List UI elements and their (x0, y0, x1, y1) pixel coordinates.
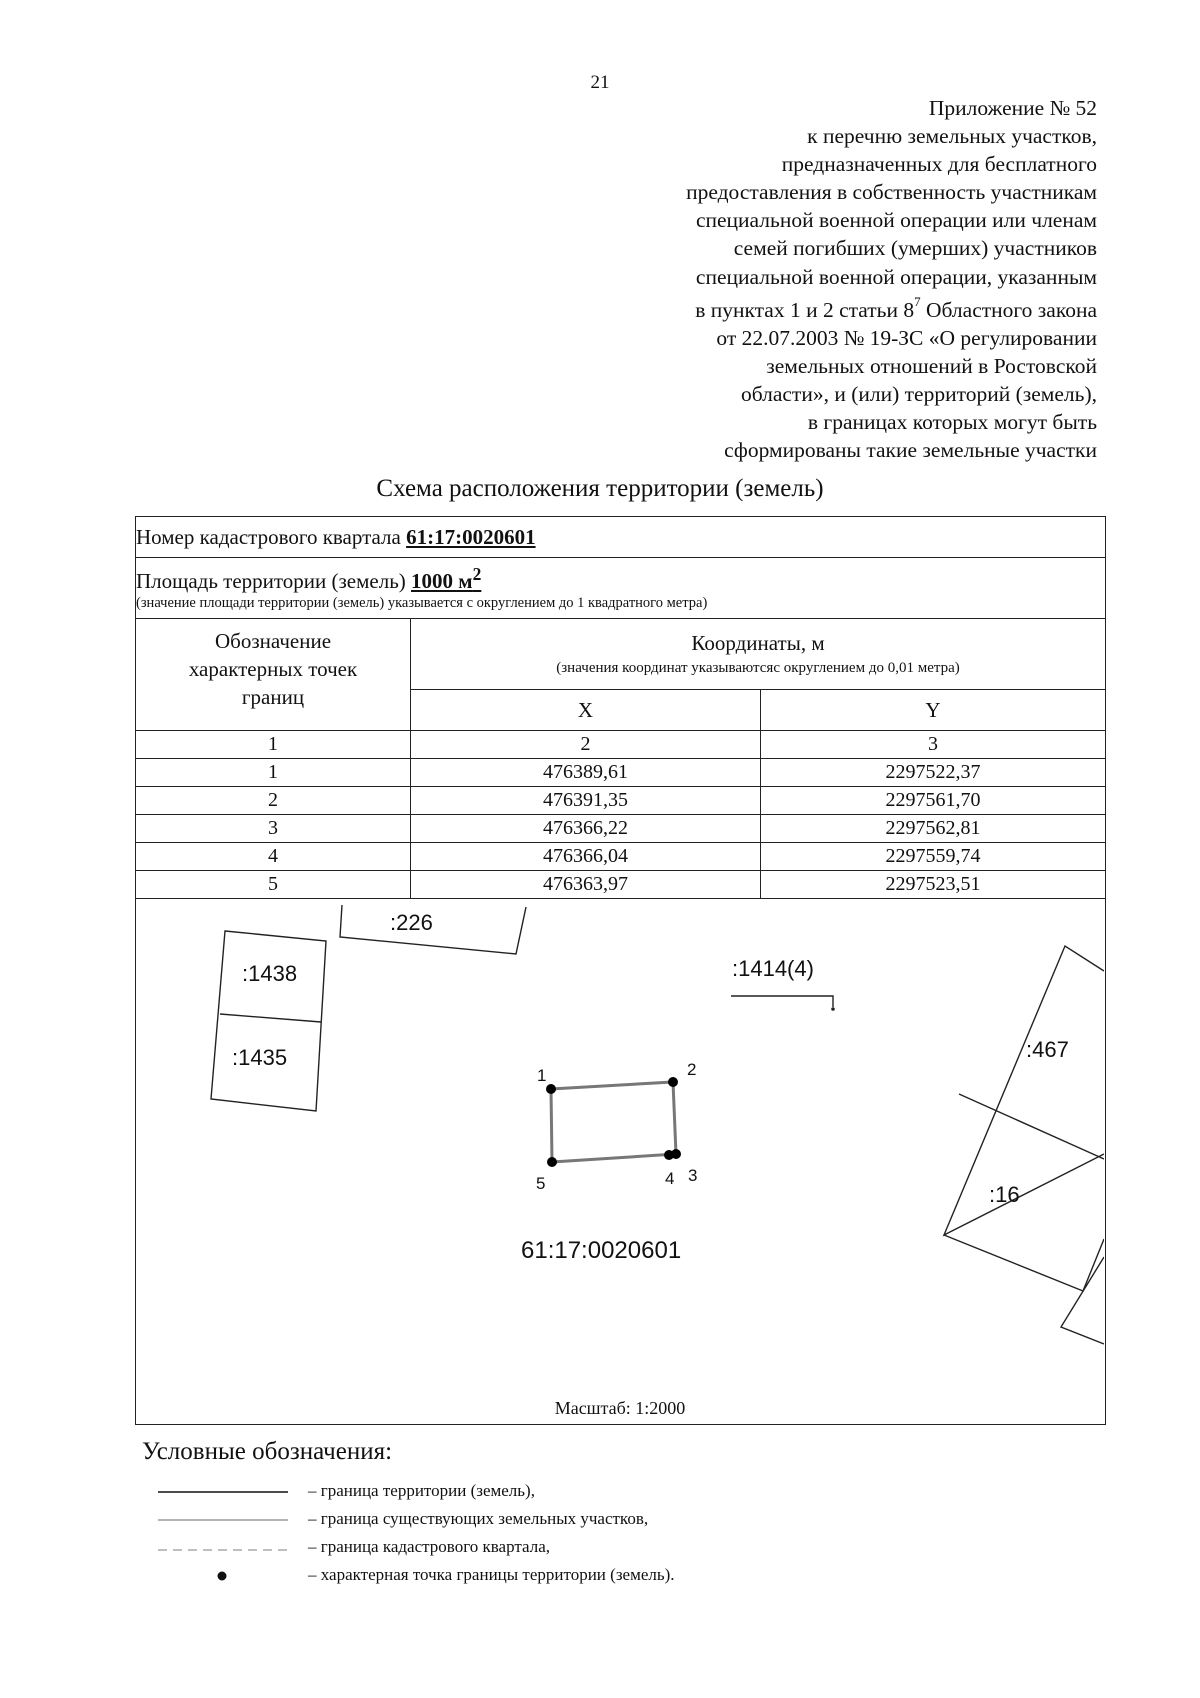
scale-label: Масштаб: 1:2000 (554, 1398, 686, 1418)
coord-y: 2297562,81 (761, 815, 1106, 843)
point-label-2: 2 (687, 1060, 697, 1079)
parcel-label-226: :226 (390, 910, 433, 935)
appendix-line: области», и (или) территорий (земель), (740, 382, 1097, 407)
point-number: 1 (136, 759, 411, 787)
boundary-point-2 (668, 1077, 678, 1087)
appendix-line: в границах которых могут быть (807, 410, 1097, 435)
column-number: 1 (136, 731, 411, 759)
legend-title: Условные обозначения: (142, 1438, 393, 1465)
coord-y: 2297522,37 (761, 759, 1106, 787)
map-row (136, 899, 1106, 1425)
appendix-line: предоставления в собственность участникам (686, 180, 1097, 205)
appendix-line-law-start: в пунктах 1 и 2 статьи 8 (695, 297, 915, 322)
coords-header-title: Координаты, м (691, 631, 825, 655)
quarter-label: 61:17:0020601 (521, 1237, 682, 1264)
appendix-line-law (537, 291, 1097, 324)
boundary-point-5 (547, 1157, 557, 1167)
area-cell (136, 558, 1106, 619)
coord-x: 476391,35 (411, 787, 761, 815)
points-header-line: характерных точек (188, 657, 358, 681)
legend-text: – характерная точка границы территории (земель). (308, 1565, 675, 1584)
point-number: 4 (136, 843, 411, 871)
appendix-line: Приложение № 52 (928, 96, 1097, 120)
legend-text: – граница территории (земель), (308, 1481, 535, 1500)
legend-item (158, 1534, 958, 1562)
area-note: (значение площади территории (земель) указывается с округлением до 1 квадратного метра) (136, 595, 708, 611)
column-numbers-row (136, 731, 1106, 759)
point-label-3: 3 (688, 1166, 698, 1185)
appendix-line: специальной военной операции, указанным (695, 264, 1097, 289)
parcel-467-16-divider (959, 1094, 1104, 1159)
coords-header-row (136, 619, 1106, 690)
scheme-title: Схема расположения территории (земель) (376, 475, 824, 502)
points-header-line: Обозначение (214, 629, 332, 653)
coords-header (411, 619, 1106, 690)
cadastral-row (136, 517, 1106, 558)
quarter-boundary-symbol (158, 1534, 288, 1562)
point-label-4: 4 (665, 1169, 675, 1188)
boundary-point-1 (546, 1084, 556, 1094)
parcel-1414-marker (831, 1007, 835, 1011)
territory-boundary (551, 1082, 676, 1162)
area-label: Площадь территории (земель) (136, 569, 412, 593)
parcel-edge-boundary (1061, 1257, 1104, 1344)
coord-y: 2297559,74 (761, 843, 1106, 871)
area-row (136, 558, 1106, 619)
parcel-label-1414: :1414(4) (732, 956, 814, 981)
parcel-boundary-symbol (158, 1506, 288, 1534)
cadastral-label: Номер кадастрового квартала (136, 524, 407, 549)
table-row (136, 815, 1106, 843)
x-header: X (411, 690, 761, 731)
point-number: 3 (136, 815, 411, 843)
article-superscript: 7 (914, 293, 921, 309)
existing-parcels (211, 905, 1104, 1344)
parcel-labels (232, 910, 1069, 1207)
point-label-1: 1 (537, 1066, 547, 1085)
appendix-line-law-end: Областного закона (920, 297, 1097, 322)
coords-header-note: (значения координат указываютсяс округлением до 0,01 метра) (556, 660, 960, 676)
appendix-line: семей погибших (умерших) участников (733, 236, 1097, 261)
cadastral-cell (136, 517, 1106, 558)
area-value-number: 1000 м (411, 569, 473, 593)
legend-text: – граница существующих земельных участков, (308, 1509, 649, 1528)
parcel-467-boundary (944, 946, 1104, 1235)
parcel-label-1438: :1438 (242, 961, 298, 986)
cadastral-number: 61:17:0020601 (406, 524, 536, 549)
legend-item (158, 1478, 958, 1506)
column-number: 2 (411, 731, 761, 759)
parcel-label-467: :467 (1026, 1037, 1069, 1062)
appendix-line: предназначенных для бесплатного (781, 152, 1097, 177)
point-number: 2 (136, 787, 411, 815)
table-row (136, 843, 1106, 871)
appendix-line: земельных отношений в Ростовской (766, 354, 1097, 378)
coord-y: 2297561,70 (761, 787, 1106, 815)
cadastral-map (136, 899, 1104, 1424)
coord-x: 476366,04 (411, 843, 761, 871)
coord-x: 476363,97 (411, 871, 761, 899)
point-number: 5 (136, 871, 411, 899)
parcel-label-1435: :1435 (232, 1045, 288, 1070)
boundary-point-symbol (158, 1562, 288, 1590)
parcel-226-boundary (340, 905, 526, 954)
scheme-table (135, 516, 1106, 1425)
area-unit-superscript: 2 (472, 564, 482, 584)
points-header-line: границ (241, 685, 305, 709)
boundary-point-4 (664, 1150, 674, 1160)
appendix-heading (537, 94, 1097, 464)
appendix-line: специальной военной операции или членам (695, 208, 1097, 233)
appendix-line: к перечню земельных участков, (807, 124, 1097, 149)
parcel-1414-leader (731, 996, 833, 1007)
parcel-label-16: :16 (989, 1182, 1020, 1207)
appendix-line: от 22.07.2003 № 19-ЗС «О регулировании (716, 325, 1097, 350)
y-header: Y (761, 690, 1106, 731)
column-number: 3 (761, 731, 1106, 759)
appendix-line: сформированы такие земельные участки (724, 438, 1097, 463)
table-row (136, 787, 1106, 815)
legend (158, 1478, 958, 1590)
area-value (411, 564, 482, 593)
coord-x: 476366,22 (411, 815, 761, 843)
table-row (136, 759, 1106, 787)
point-label-5: 5 (536, 1174, 546, 1193)
territory-boundary-symbol (158, 1478, 288, 1506)
legend-item (158, 1562, 958, 1590)
parcel-divider (220, 1014, 321, 1022)
map-cell (136, 899, 1106, 1425)
legend-item (158, 1506, 958, 1534)
coord-y: 2297523,51 (761, 871, 1106, 899)
coord-x: 476389,61 (411, 759, 761, 787)
points-header (136, 619, 411, 731)
parcel-16-boundary (944, 1235, 1104, 1291)
table-row (136, 871, 1106, 899)
page-number: 21 (590, 72, 610, 93)
legend-text: – граница кадастрового квартала, (308, 1537, 550, 1556)
